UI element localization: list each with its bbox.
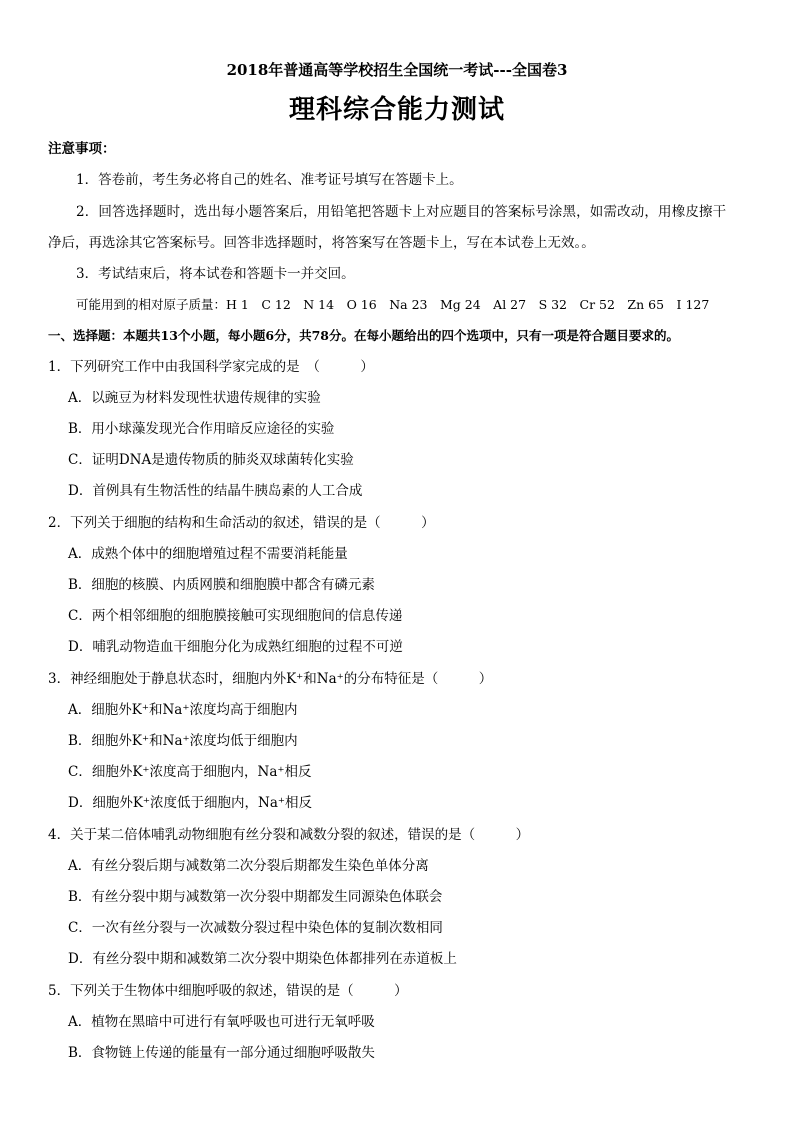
question-1-option-c: C．证明DNA是遗传物质的肺炎双球菌转化实验 <box>68 452 354 468</box>
question-1-option-d: D．首例具有生物活性的结晶牛胰岛素的人工合成 <box>68 483 363 499</box>
exam-title: 2018年普通高等学校招生全国统一考试---全国卷3 <box>226 61 568 79</box>
question-1-option-a: A．以豌豆为材料发现性状遗传规律的实验 <box>68 390 321 406</box>
question-4-option-c: C．一次有丝分裂与一次减数分裂过程中染色体的复制次数相同 <box>68 920 443 936</box>
question-3-option-b: B．细胞外K⁺和Na⁺浓度均低于细胞内 <box>68 733 298 749</box>
question-2-option-d: D．哺乳动物造血干细胞分化为成熟红细胞的过程不可逆 <box>68 639 403 655</box>
question-2-stem: 2．下列关于细胞的结构和生命活动的叙述，错误的是（ ） <box>48 515 435 531</box>
question-4-option-d: D．有丝分裂中期和减数第二次分裂中期染色体都排列在赤道板上 <box>68 951 457 967</box>
question-5-option-a: A．植物在黑暗中可进行有氧呼吸也可进行无氧呼吸 <box>68 1014 375 1030</box>
question-1-stem: 1．下列研究工作中由我国科学家完成的是 （ ） <box>48 359 374 375</box>
notice-heading: 注意事项： <box>48 141 116 157</box>
question-2-option-b: B．细胞的核膜、内质网膜和细胞膜中都含有磷元素 <box>68 577 375 593</box>
question-3-option-d: D．细胞外K⁺浓度低于细胞内，Na⁺相反 <box>68 795 313 811</box>
question-3-option-a: A．细胞外K⁺和Na⁺浓度均高于细胞内 <box>68 702 298 718</box>
notice-item-2-line-1: 2．回答选择题时，选出每小题答案后，用铅笔把答题卡上对应题目的答案标号涂黑，如需改动，用橡皮擦干 <box>76 204 727 220</box>
question-2-option-c: C．两个相邻细胞的细胞膜接触可实现细胞间的信息传递 <box>68 608 403 624</box>
question-4-option-a: A．有丝分裂后期与减数第二次分裂后期都发生染色单体分离 <box>68 858 429 874</box>
question-1-option-b: B．用小球藻发现光合作用暗反应途径的实验 <box>68 421 335 437</box>
question-4-stem: 4．关于某二倍体哺乳动物细胞有丝分裂和减数分裂的叙述，错误的是（ ） <box>48 827 530 843</box>
question-5-option-b: B．食物链上传递的能量有一部分通过细胞呼吸散失 <box>68 1045 375 1061</box>
question-3-option-c: C．细胞外K⁺浓度高于细胞内，Na⁺相反 <box>68 764 312 780</box>
notice-item-3: 3．考试结束后，将本试卷和答题卡一并交回。 <box>76 266 355 282</box>
question-4-option-b: B．有丝分裂中期与减数第一次分裂中期都发生同源染色体联会 <box>68 889 443 905</box>
paper-title: 理科综合能力测试 <box>288 95 505 125</box>
question-2-option-a: A．成熟个体中的细胞增殖过程不需要消耗能量 <box>68 546 348 562</box>
notice-item-2-line-2: 净后，再选涂其它答案标号。回答非选择题时，将答案写在答题卡上，写在本试卷上无效。。 <box>48 235 595 251</box>
notice-item-1: 1．答卷前，考生务必将自己的姓名、准考证号填写在答题卡上。 <box>76 172 463 188</box>
question-5-stem: 5．下列关于生物体中细胞呼吸的叙述，错误的是（ ） <box>48 983 408 999</box>
question-3-stem: 3．神经细胞处于静息状态时，细胞内外K⁺和Na⁺的分布特征是（ ） <box>48 671 493 687</box>
section-heading: 一、选择题：本题共13个小题，每小题6分，共78分。在每小题给出的四个选项中，只有一项是符合题目要求的。 <box>48 328 679 343</box>
atomic-masses: 可能用到的相对原子质量：H 1 C 12 N 14 O 16 Na 23 Mg 24 Al 27 S 32 Cr 52 Zn 65 I 127 <box>76 297 710 312</box>
